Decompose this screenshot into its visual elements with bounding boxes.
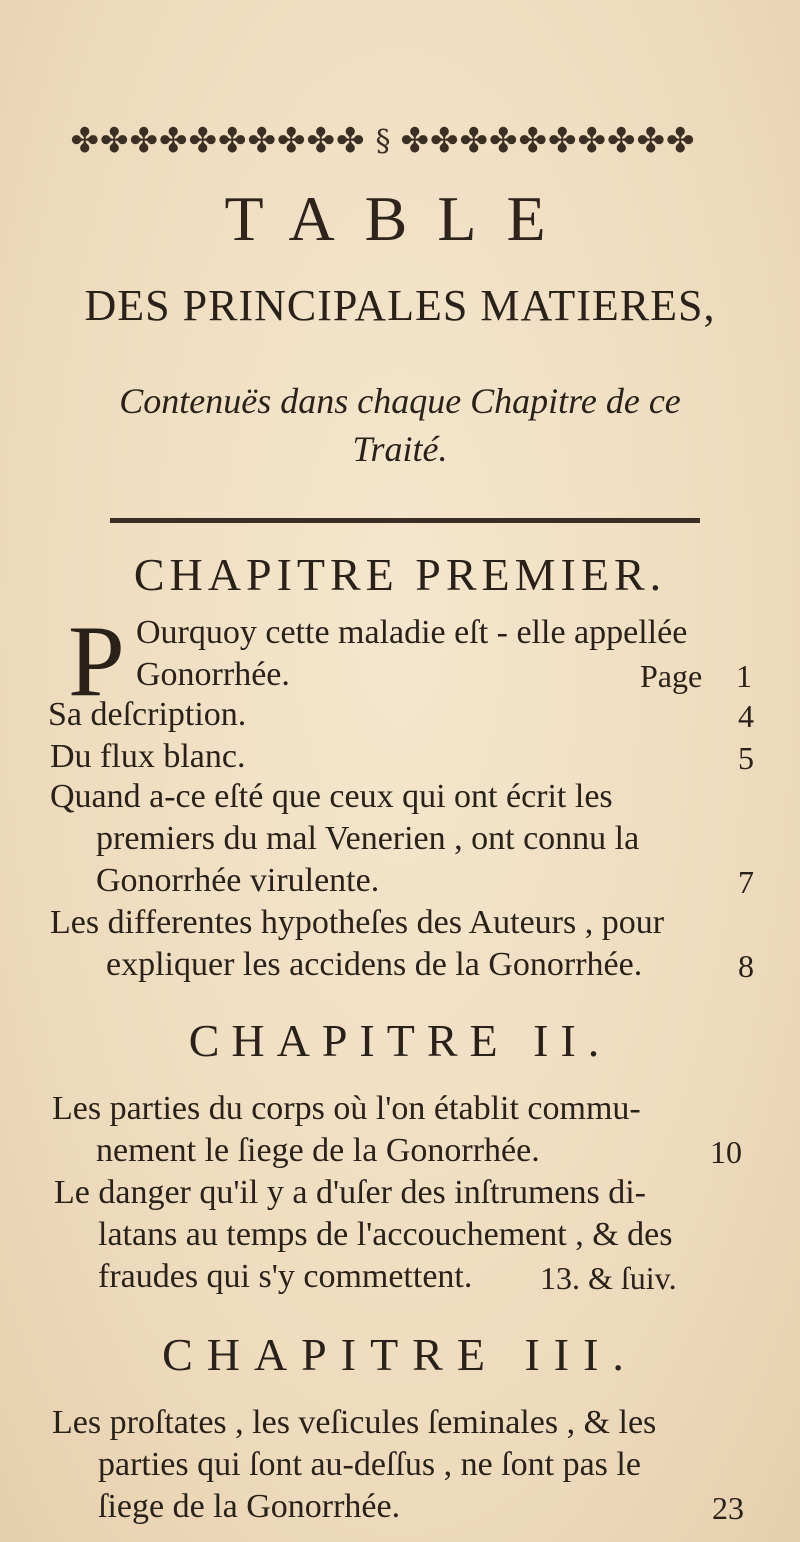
page-number: 10 [710,1134,742,1170]
entry-line: fraudes qui s'y commettent. [98,1258,473,1295]
entry-line: latans au temps de l'accouchement , & des [98,1216,673,1253]
chapter-heading-1: CHAPITRE PREMIER. [133,549,667,600]
drop-cap-letter: P [68,605,125,718]
page-number: 5 [738,740,754,776]
entry-line: Les differentes hypotheſes des Auteurs , pour [50,904,665,941]
entry-line: nement le ſiege de la Gonorrhée. [96,1132,540,1169]
page-number: 13. & ſuiv. [540,1260,677,1296]
entry-line: Gonorrhée virulente. [96,862,380,899]
entry-line: parties qui ſont au-deſſus , ne ſont pas le [98,1446,641,1483]
page-number: 8 [738,948,754,984]
chapter-heading-3: CHAPITRE III. [162,1329,638,1380]
horizontal-rule [110,518,700,523]
ornament-band [58,100,708,182]
entry-line: Le danger qu'il y a d'uſer des inſtrumens di- [54,1174,646,1211]
ornament-separator: § [375,123,391,159]
entry-line: ſiege de la Gonorrhée. [98,1488,401,1525]
entry-line: Du flux blanc. [50,738,246,775]
page-label: Page [640,658,703,694]
subtitle-line-2: Traité. [352,429,448,469]
fleuron-ornament-left: ✤✤✤✤✤✤✤✤✤✤ [70,122,366,160]
entry-line: Gonorrhée. [136,656,290,693]
page-title: TABLE [224,183,576,254]
fleuron-ornament-right: ✤✤✤✤✤✤✤✤✤✤ [400,122,696,160]
chapter-heading-2: CHAPITRE II. [188,1015,612,1066]
entry-line: Ourquoy cette maladie eſt - elle appellée [136,614,688,651]
entry-line: premiers du mal Venerien , ont connu la [96,820,640,857]
entry-line: Sa deſcription. [48,696,247,733]
entry-line: Quand a-ce eſté que ceux qui ont écrit les [50,778,613,815]
subtitle-main: DES PRINCIPALES MATIERES, [84,281,716,330]
page-number: 4 [738,698,754,734]
entry-line: Les parties du corps où l'on établit commu- [52,1090,641,1127]
entry-line: Les proſtates , les veſicules ſeminales , & les [52,1404,657,1441]
entry-line: expliquer les accidens de la Gonorrhée. [106,946,643,983]
page-number: 7 [738,864,754,900]
page-number: 1 [736,658,752,694]
page-number: 23 [712,1490,744,1526]
subtitle-line-1: Contenuës dans chaque Chapitre de ce [119,381,681,421]
